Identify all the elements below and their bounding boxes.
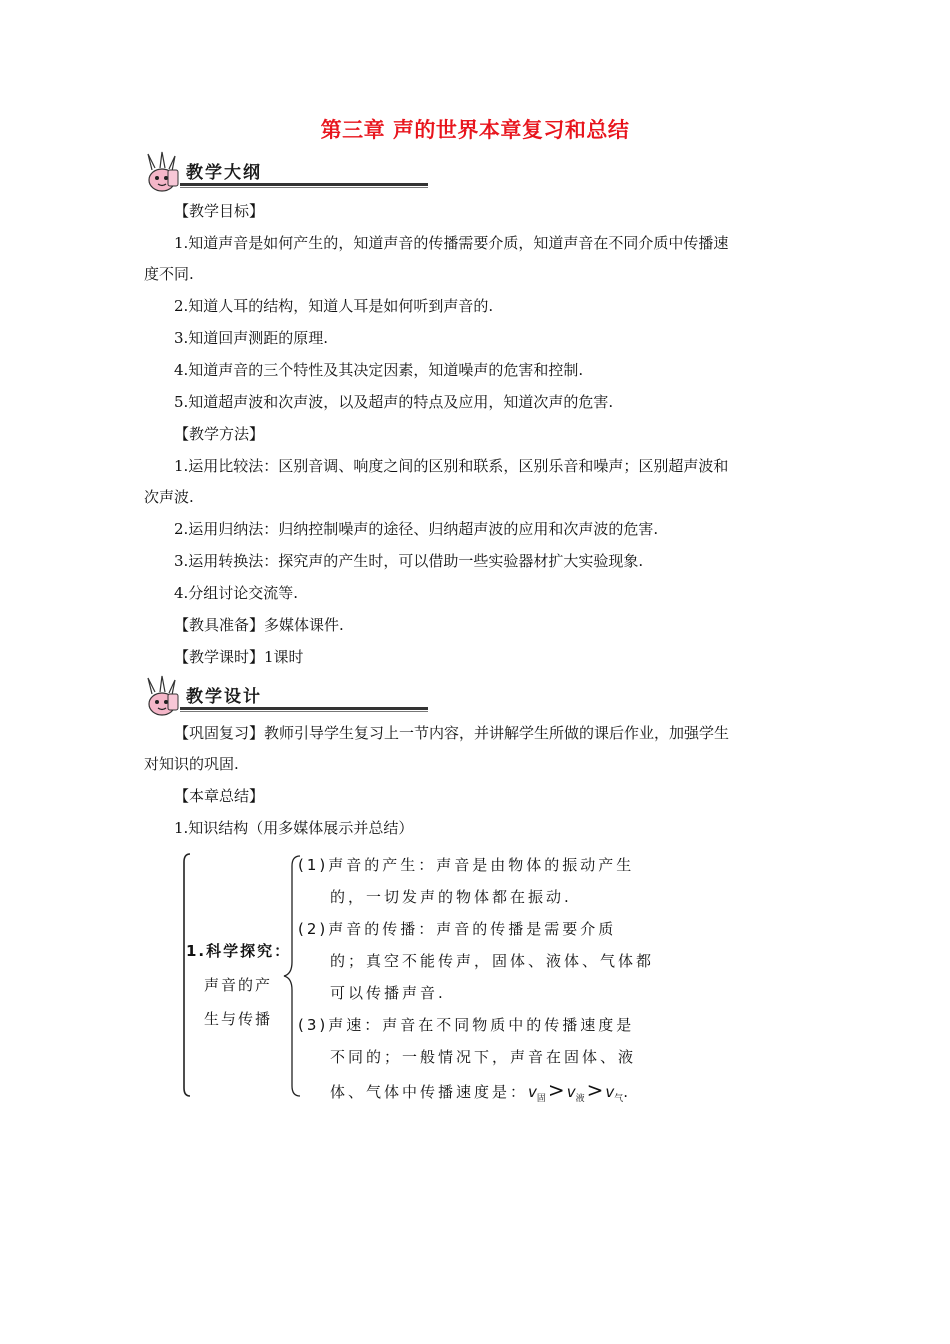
hours-line: 【教学课时】1课时 — [174, 648, 304, 666]
objective-item: 度不同. — [144, 265, 194, 283]
speed-symbol: v — [566, 1083, 576, 1101]
section-rule-thin — [180, 187, 428, 188]
diagram-topic-line: 生与传播 — [204, 1010, 273, 1028]
objective-item: 3.知道回声测距的原理. — [174, 329, 329, 347]
diagram-topic-line: 声音的产 — [204, 976, 273, 994]
methods-heading: 【教学方法】 — [174, 425, 265, 443]
section-rule-thin — [180, 711, 428, 712]
diagram-line: (3)声速：声音在不同物质中的传播速度是 — [298, 1016, 635, 1034]
diagram-line: 的，一切发声的物体都在振动. — [330, 888, 572, 906]
speed-relation — [528, 1078, 629, 1104]
section-header-design — [142, 674, 292, 720]
tools-line: 【教具准备】多媒体课件. — [174, 616, 344, 634]
speed-symbol: v — [605, 1083, 615, 1101]
objective-item: 4.知道声音的三个特性及其决定因素，知道噪声的危害和控制. — [174, 361, 584, 379]
review-line: 【巩固复习】教师引导学生复习上一节内容，并讲解学生所做的课后作业，加强学生 — [174, 724, 730, 742]
review-line: 对知识的巩固. — [144, 755, 239, 773]
page-title: 第三章 声的世界本章复习和总结 — [320, 118, 630, 142]
summary-heading: 【本章总结】 — [174, 787, 265, 805]
diagram-topic — [186, 934, 296, 1036]
method-item: 3.运用转换法：探究声的产生时，可以借助一些实验器材扩大实验现象. — [174, 552, 644, 570]
knowledge-structure-diagram — [180, 852, 655, 1104]
method-item: 1.运用比较法：区别音调、响度之间的区别和联系，区别乐音和噪声；区别超声波和 — [174, 457, 729, 475]
speed-subscript: 液 — [575, 1094, 585, 1104]
method-item: 4.分组讨论交流等. — [174, 584, 299, 602]
section-label: 教学大纲 — [186, 163, 262, 183]
diagram-topic-line: 1.科学探究： — [186, 942, 292, 960]
speed-symbol: v — [528, 1083, 537, 1101]
section-label: 教学设计 — [186, 687, 262, 707]
speed-subscript: 固 — [536, 1094, 546, 1104]
section-rule — [180, 707, 428, 710]
diagram-line: 不同的；一般情况下，声音在固体、液 — [330, 1048, 637, 1066]
diagram-line: (1)声音的产生：声音是由物体的振动产生 — [298, 856, 635, 874]
objective-item: 2.知道人耳的结构，知道人耳是如何听到声音的. — [174, 297, 494, 315]
objective-item: 1.知道声音是如何产生的，知道声音的传播需要介质，知道声音在不同介质中传播速 — [174, 234, 729, 252]
objectives-heading: 【教学目标】 — [174, 202, 265, 220]
diagram-line-speed — [330, 1078, 628, 1104]
cartoon-pencil-mascot-icon — [142, 674, 182, 718]
greater-than: > — [586, 1078, 604, 1102]
diagram-line: 可以传播声音. — [330, 984, 446, 1002]
diagram-line: 的；真空不能传声，固体、液体、气体都 — [330, 952, 655, 970]
objective-item: 5.知道超声波和次声波，以及超声的特点及应用，知道次声的危害. — [174, 393, 614, 411]
greater-than: > — [547, 1078, 565, 1102]
method-item: 2.运用归纳法：归纳控制噪声的途径、归纳超声波的应用和次声波的危害. — [174, 520, 659, 538]
method-item: 次声波. — [144, 488, 194, 506]
diagram-line: 体、气体中传播速度是： — [330, 1083, 529, 1101]
section-rule — [180, 183, 428, 186]
period: . — [623, 1083, 629, 1101]
diagram-line: (2)声音的传播：声音的传播是需要介质 — [298, 920, 617, 938]
cartoon-pencil-mascot-icon — [142, 150, 182, 194]
speed-subscript: 气 — [614, 1094, 624, 1104]
summary-item: 1.知识结构（用多媒体展示并总结） — [174, 819, 414, 837]
section-header-syllabus — [142, 150, 292, 196]
